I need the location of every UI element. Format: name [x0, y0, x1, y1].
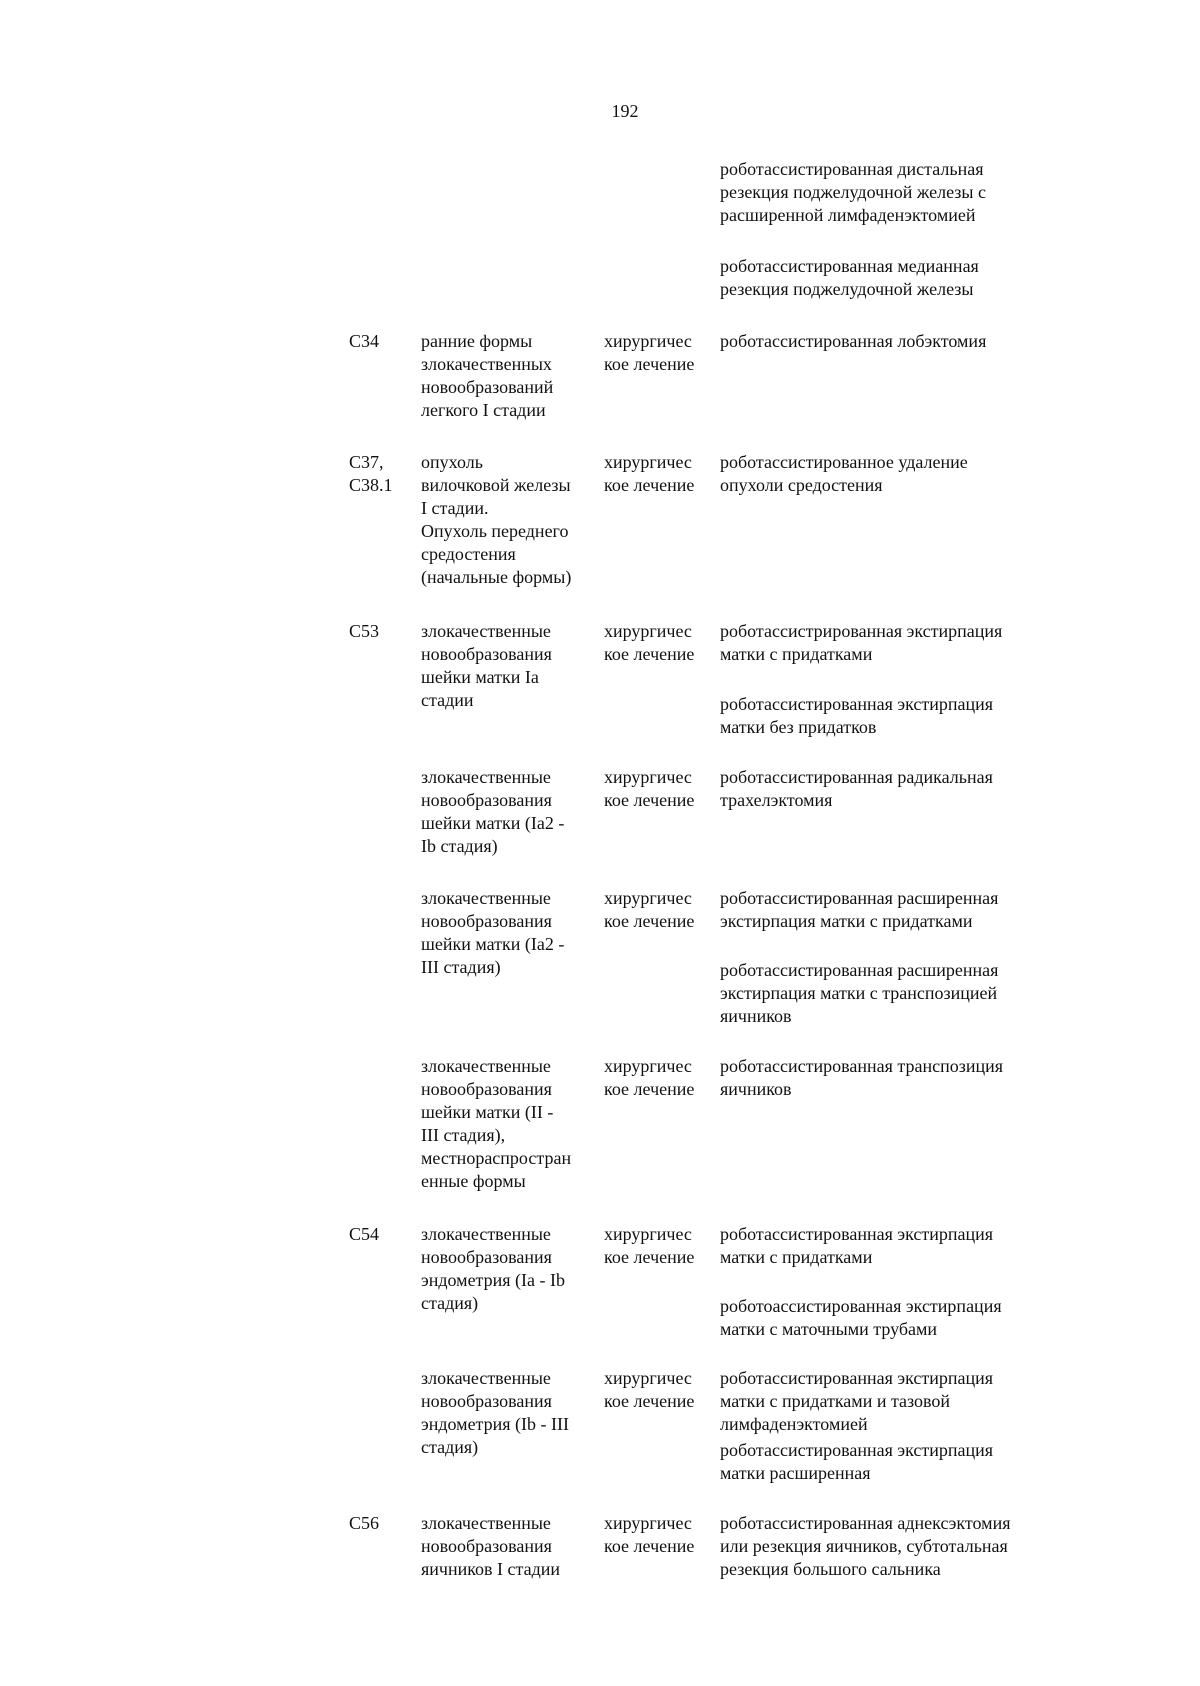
- row-treatment: хирургичес кое лечение: [604, 331, 695, 374]
- row-diagnosis: опухоль вилочковой железы I стадии. Опухоль переднего средостения (начальные формы): [421, 452, 572, 587]
- row-method: роботассистированное удаление опухоли средостения: [720, 452, 968, 495]
- row-method: роботассистированная расширенная экстирпация матки с транспозицией яичников: [720, 960, 999, 1026]
- row-method: роботассистрированная экстирпация матки с придатками: [720, 621, 1003, 664]
- row-method: роботассистированная экстирпация матки расширенная: [720, 1440, 994, 1483]
- row-method: роботоассистированная экстирпация матки с маточными трубами: [720, 1296, 1002, 1339]
- row-diagnosis: злокачественные новообразования шейки матки (Ia2 - Ib стадия): [421, 767, 565, 856]
- row-treatment: хирургичес кое лечение: [604, 1224, 695, 1267]
- page-number: 192: [611, 101, 639, 121]
- row-code: C37, C38.1: [349, 452, 393, 495]
- row-treatment: хирургичес кое лечение: [604, 621, 695, 664]
- row-treatment: хирургичес кое лечение: [604, 888, 695, 931]
- row-treatment: хирургичес кое лечение: [604, 1056, 695, 1099]
- row-method: роботассистированная радикальная трахелэктомия: [720, 767, 993, 810]
- continuation-method-1: роботассистированная дистальная резекция поджелудочной железы с расширенной лимфаденэктомией: [720, 159, 986, 225]
- row-diagnosis: злокачественные новообразования эндометрия (Ia - Ib стадия): [421, 1224, 566, 1313]
- row-code: C53: [349, 621, 380, 641]
- row-method: роботассистированная экстирпация матки с придатками: [720, 1224, 994, 1267]
- row-method: роботассистированная экстирпация матки с придатками и тазовой лимфаденэктомией: [720, 1368, 994, 1434]
- row-diagnosis: ранние формы злокачественных новообразований легкого I стадии: [421, 331, 554, 420]
- row-code: C54: [349, 1224, 380, 1244]
- row-method: роботассистированная расширенная экстирпация матки с придатками: [720, 888, 999, 931]
- row-treatment: хирургичес кое лечение: [604, 1513, 695, 1556]
- row-treatment: хирургичес кое лечение: [604, 452, 695, 495]
- row-method: роботассистированная аднексэктомия или резекция яичников, субтотальная резекция большого сальника: [720, 1513, 1011, 1579]
- row-diagnosis: злокачественные новообразования яичников I стадии: [421, 1513, 561, 1579]
- row-method: роботассистированная экстирпация матки без придатков: [720, 694, 994, 737]
- row-diagnosis: злокачественные новообразования шейки матки Ia стадии: [421, 621, 552, 710]
- row-diagnosis: злокачественные новообразования шейки матки (Ia2 - III стадия): [421, 888, 565, 977]
- row-code: C34: [349, 331, 380, 351]
- row-diagnosis: злокачественные новообразования шейки матки (II - III стадия), местнораспростран енные формы: [421, 1056, 572, 1191]
- row-treatment: хирургичес кое лечение: [604, 1368, 695, 1411]
- row-treatment: хирургичес кое лечение: [604, 767, 695, 810]
- row-method: роботассистированная транспозиция яичников: [720, 1056, 1003, 1099]
- row-code: C56: [349, 1513, 380, 1533]
- continuation-method-2: роботассистированная медианная резекция поджелудочной железы: [720, 256, 979, 299]
- row-method: роботассистированная лобэктомия: [720, 331, 987, 351]
- row-diagnosis: злокачественные новообразования эндометрия (Ib - III стадия): [421, 1368, 570, 1457]
